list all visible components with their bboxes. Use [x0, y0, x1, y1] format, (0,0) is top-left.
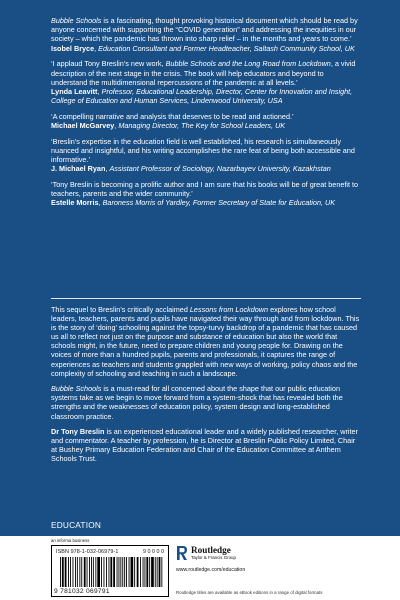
isbn-label: ISBN 978-1-032-06979-1 [56, 549, 119, 555]
quote-text [51, 180, 361, 198]
publisher-url: www.routledge.com/education [176, 567, 246, 573]
quote-text [51, 16, 361, 44]
reviewer-role: Assistant Professor of Sociology, Nazarbayev University, Kazakhstan [109, 164, 331, 174]
book-blurb [51, 305, 363, 470]
barcode-bar [79, 557, 80, 587]
barcode-bar [161, 557, 162, 587]
text-run: This sequel to Breslin’s critically acclaimed [51, 305, 190, 314]
text-run: Bubble Schools [51, 384, 102, 394]
barcode-bar [122, 557, 123, 587]
attribution-separator: , [94, 43, 99, 53]
barcode-bar [97, 557, 100, 587]
barcode-bar [134, 557, 135, 587]
text-run: explores how school leaders, teachers, parents and pupils have navigated their way through and from lockdown. This is the story of ‘doing’ schooling against the topsy-turvy backdrop of a pandemic that has caused us all to reflect not just on the purpose and substance of education but also the world that schools might, in the future, need to prepare children and young people for. Drawing on the voices of more than a hundred pupils, parents and professionals, it captures the range of experiences as teachers and students grappled with new ways of working, policy chaos and the complexity of schooling and teaching in such a landscape. [51, 305, 360, 378]
publisher-group: Taylor & Francis Group [191, 555, 236, 560]
blurb-paragraph [51, 427, 363, 463]
text-run: ‘Tony Breslin is becoming a prolific author and I am sure that his books will be of great benefit to teachers, parents and the wider community.’ [51, 180, 359, 199]
barcode-bar [101, 557, 102, 587]
barcode-bar [93, 557, 94, 587]
review-quote [51, 180, 361, 208]
barcode-bar [140, 557, 141, 587]
quote-attribution [51, 121, 361, 130]
barcode-bar [155, 557, 156, 587]
section-divider [51, 298, 361, 299]
ebook-note: Routledge titles are available as eBook editions in a range of digital formats [176, 590, 323, 595]
barcode-bar [157, 557, 158, 587]
barcode-bar [68, 557, 69, 587]
reviewer-name: Estelle Morris [51, 198, 99, 208]
subject-category: EDUCATION [51, 520, 102, 530]
text-run: , a vivid description of the next stage in the crisis. The book will help educators and beyond to understand the multidimensional repercussions of the pandemic at all levels.’ [51, 59, 356, 87]
reviewer-name: Michael McGarvey [51, 121, 115, 131]
barcode-bar [126, 557, 127, 587]
barcode-bar [104, 557, 105, 587]
quote-attribution [51, 164, 361, 173]
barcode-bar [137, 557, 139, 587]
barcode-bar [65, 557, 67, 587]
barcode-bar [120, 557, 121, 587]
barcode-bar [110, 557, 112, 587]
barcode-bar [73, 557, 74, 587]
reviewer-role: Professor, Educational Leadership, Director, Center for Innovation and Insight, College of Education and Human Services, Lindenwood University, USA [51, 86, 353, 106]
barcode-bar [89, 557, 90, 587]
reviewer-name: J. Michael Ryan [51, 164, 106, 174]
barcode-bar [131, 557, 134, 587]
reviewer-name: Isobel Bryce [51, 43, 95, 53]
text-run: ‘A compelling narrative and analysis that deserves to be read and actioned.’ [51, 111, 294, 121]
quote-attribution [51, 198, 361, 207]
barcode-bar [70, 557, 71, 587]
text-run: ‘I applaud Tony Breslin’s new work, [51, 59, 166, 69]
text-run: is an experienced educational leader and a widely published researcher, writer and commentator. A teacher by profession, he is Director at Breslin Public Policy Limited, Chair at Bushey Primary Education Federation and Chair of the Education Committee at Anthem Schools Trust. [51, 427, 358, 464]
barcode-bar [95, 557, 96, 587]
barcode-bar [146, 557, 148, 587]
routledge-r-logo-icon [176, 545, 188, 561]
barcode-bar [87, 557, 88, 587]
quote-text [51, 59, 361, 87]
attribution-separator: , [97, 86, 102, 96]
barcode-bar [81, 557, 82, 587]
barcode-bar [91, 557, 92, 587]
barcode-number: 9 781032 069791 [54, 588, 110, 595]
text-run: ‘Breslin’s expertise in the education field is well established, his research is simultaneously nuanced and insightful, and his writing accomplishes the rare feat of being both accessible and informative.’ [51, 136, 355, 165]
quote-text [51, 137, 361, 165]
reviewer-role: Baroness Morris of Yardley, Former Secretary of State for Education, UK [102, 198, 336, 208]
barcode-bar [145, 557, 146, 587]
barcode-panel [51, 545, 169, 597]
text-run: is a fascinating, thought provoking historical document which should be read by anyone concerned with supporting the “COVID generation” and addressing the inequities in our society – which the pandemic has thrown into sharp relief – in the months and years to come.’ [51, 16, 358, 44]
barcode-bar [84, 557, 86, 587]
blurb-paragraph [51, 384, 363, 420]
attribution-separator: , [114, 121, 119, 131]
barcode-icon [60, 557, 164, 587]
reviewer-role: Education Consultant and Former Headteacher, Saltash Community School, UK [98, 43, 355, 53]
barcode-bar [143, 557, 144, 587]
quote-attribution [51, 44, 361, 53]
barcode-bar [117, 557, 118, 587]
barcode-bar [113, 557, 115, 587]
review-quote [51, 112, 361, 130]
barcode-bar [60, 557, 61, 587]
text-run: Lessons from Lockdown [189, 305, 269, 314]
reviewer-role: Managing Director, The Key for School Leaders, UK [118, 121, 286, 131]
review-quotes [51, 16, 361, 214]
review-quote [51, 137, 361, 174]
barcode-bar [106, 557, 107, 587]
barcode-bar [149, 557, 150, 587]
text-run: Bubble Schools [51, 16, 102, 25]
quote-attribution [51, 87, 361, 105]
price-code: 9 0 0 0 0 [143, 549, 164, 555]
text-run: is a must-read for all concerned about the shape that our public education systems take as we begin to move forward from a system-shock that has revealed both the strengths and the weaknesses of education policy, system design and long-established classroom practice. [51, 384, 343, 421]
barcode-bar [77, 557, 78, 587]
barcode-bar [109, 557, 110, 587]
publisher-name: Routledge [191, 545, 231, 555]
review-quote [51, 59, 361, 105]
review-quote [51, 16, 361, 53]
barcode-bar [62, 557, 64, 587]
text-run: Bubble Schools and the Long Road from Lockdown [165, 59, 331, 69]
barcode-bar [75, 557, 76, 587]
barcode-bar [119, 557, 120, 587]
informa-tagline: an informa business [51, 538, 90, 543]
attribution-separator: , [98, 198, 103, 208]
attribution-separator: , [105, 164, 110, 174]
barcode-bar [129, 557, 130, 587]
quote-text [51, 112, 361, 121]
barcode-bar [159, 557, 161, 587]
blurb-paragraph [51, 305, 363, 378]
cover-footer [0, 536, 400, 600]
reviewer-name: Lynda Leavitt [51, 86, 98, 96]
barcode-bar [124, 557, 125, 587]
barcode-bar [151, 557, 154, 587]
text-run: Dr Tony Breslin [51, 427, 105, 437]
